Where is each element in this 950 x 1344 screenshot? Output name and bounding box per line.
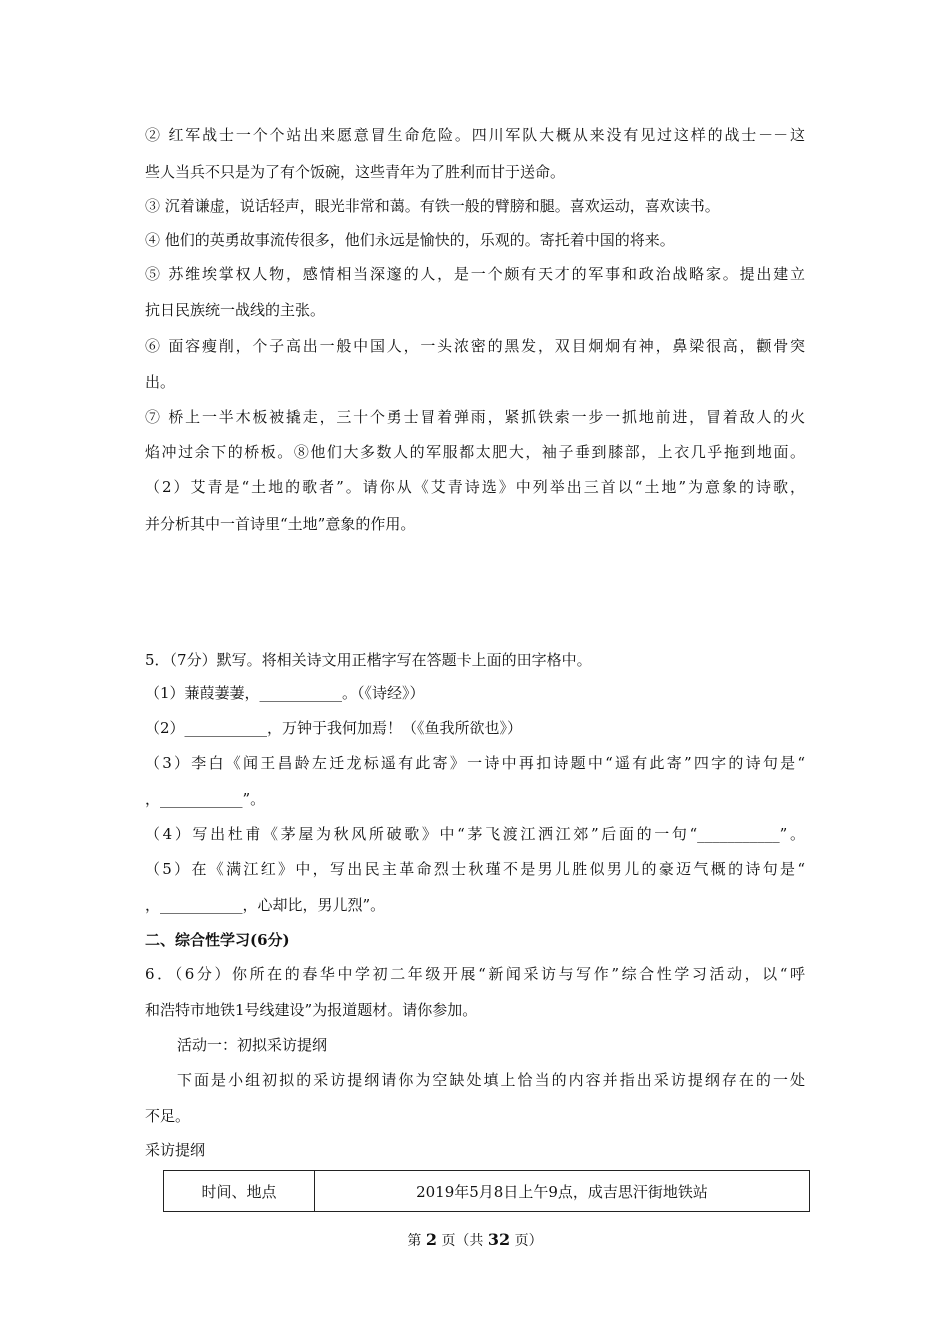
question-5-item-3-line-1: （3）李白《闻王昌龄左迁龙标遥有此寄》一诗中再扣诗题中“遥有此寄”四字的诗句是“ (145, 754, 805, 772)
activity-one-label: 活动一：初拟采访提纲 (177, 1036, 328, 1054)
table-cell-label: 时间、地点 (164, 1171, 315, 1212)
section-2-title: 二、综合性学习(6分) (145, 931, 290, 949)
question-5-item-4: （4）写出杜甫《茅屋为秋风所破歌》中“茅飞渡江洒江郊”后面的一句“___________”。 (145, 825, 805, 843)
reading-line-2: 些人当兵不只是为了有个饭碗，这些青年为了胜利而甘于送命。 (145, 163, 566, 181)
question-6-instruction-line-1: 下面是小组初拟的采访提纲请你为空缺处填上恰当的内容并指出采访提纲存在的一处 (177, 1071, 805, 1089)
reading-line-4: ④ 他们的英勇故事流传很多，他们永远是愉快的，乐观的。寄托着中国的将来。 (145, 231, 675, 249)
reading-line-10: 焰冲过余下的桥板。⑧他们大多数人的军服都太肥大，袖子垂到膝部，上衣几乎拖到地面。 (145, 443, 805, 461)
table-cell-value: 2019年5月8日上午9点，成吉思汗街地铁站 (315, 1171, 810, 1212)
interview-outline-table (163, 1170, 810, 1212)
table-row (164, 1171, 810, 1212)
reading-line-9: ⑦ 桥上一半木板被撬走，三十个勇士冒着弹雨，紧抓铁索一步一抓地前进，冒着敌人的火 (145, 408, 805, 426)
question-5-item-3-line-2: ，___________”。 (145, 790, 266, 808)
question-5-heading: 5．（7分）默写。将相关诗文用正楷字写在答题卡上面的田字格中。 (145, 651, 592, 669)
question-5-item-5-line-1: （5）在《满江红》中，写出民主革命烈士秋瑾不是男儿胜似男儿的豪迈气概的诗句是“ (145, 860, 805, 878)
current-page-number: 2 (425, 1230, 437, 1249)
reading-line-7: ⑥ 面容瘦削，个子高出一般中国人，一头浓密的黑发，双目炯炯有神，鼻梁很高，颧骨突 (145, 337, 805, 355)
page-footer (0, 1230, 950, 1251)
footer-middle: 页（共 (441, 1233, 484, 1249)
reading-line-6: 抗日民族统一战线的主张。 (145, 301, 326, 319)
question-4-2-line-1: （2）艾青是“土地的歌者”。请你从《艾青诗选》中列举出三首以“土地”为意象的诗歌， (145, 478, 805, 496)
question-6-instruction-line-2: 不足。 (145, 1107, 191, 1125)
question-4-2-line-2: 并分析其中一首诗里“土地”意象的作用。 (145, 515, 416, 533)
question-5-item-2: （2）___________，万钟于我何加焉！（《鱼我所欲也》） (145, 719, 523, 737)
total-page-number: 32 (487, 1230, 511, 1249)
footer-prefix: 第 (407, 1233, 422, 1249)
question-5-item-5-line-2: ，___________，心却比，男儿烈”。 (145, 896, 386, 914)
reading-line-8: 出。 (145, 373, 176, 391)
footer-suffix: 页） (514, 1233, 543, 1249)
question-6-line-1: 6．（6分）你所在的春华中学初二年级开展“新闻采访与写作”综合性学习活动，以“呼 (145, 965, 805, 983)
reading-line-3: ③ 沉着谦虚，说话轻声，眼光非常和蔼。有铁一般的臂膀和腿。喜欢运动，喜欢读书。 (145, 197, 720, 215)
question-6-line-2: 和浩特市地铁1号线建设”为报道题材。请你参加。 (145, 1001, 478, 1019)
reading-line-1: ② 红军战士一个个站出来愿意冒生命危险。四川军队大概从来没有见过这样的战士－－这 (145, 126, 805, 144)
question-5-item-1: （1）蒹葭萋萋，___________。（《诗经》） (145, 684, 425, 702)
interview-outline-label: 采访提纲 (145, 1141, 206, 1159)
reading-line-5: ⑤ 苏维埃掌权人物，感情相当深邃的人，是一个颇有天才的军事和政治战略家。提出建立 (145, 265, 805, 283)
